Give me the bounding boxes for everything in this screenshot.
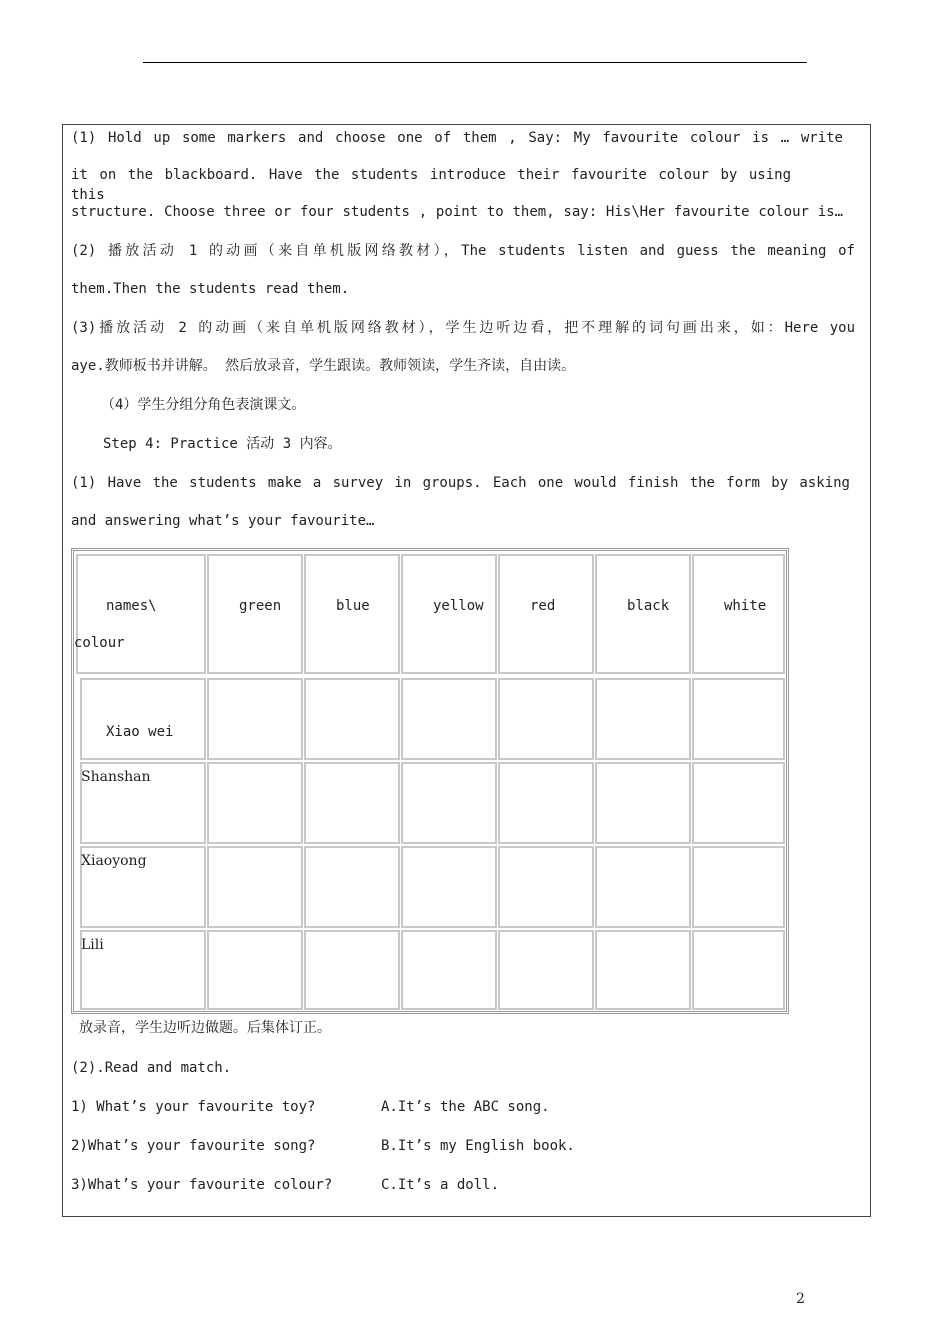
row-name-shanshan: Shanshan xyxy=(81,769,151,785)
paragraph-6-line-2: and answering what’s your favourite… xyxy=(71,513,375,529)
table-cell xyxy=(498,678,594,760)
question-2: 2)What’s your favourite song? xyxy=(71,1138,316,1154)
table-cell xyxy=(692,846,785,928)
table-cell xyxy=(595,846,691,928)
paragraph-2-line-2: them.Then the students read them. xyxy=(71,281,350,297)
answer-b: B.It’s my English book. xyxy=(381,1138,575,1154)
table-cell xyxy=(595,762,691,844)
table-cell xyxy=(304,762,400,844)
answer-c: C.It’s a doll. xyxy=(381,1177,500,1193)
step-4-heading: Step 4: Practice 活动 3 内容。 xyxy=(103,436,342,452)
survey-table xyxy=(71,548,789,1014)
question-1: 1) What’s your favourite toy? xyxy=(71,1099,316,1115)
table-cell xyxy=(207,930,303,1010)
paragraph-2-line-1: (2) 播放活动 1 的动画（来自单机版网络教材），The students listen and guess the meaning of xyxy=(71,243,855,259)
table-row-name-cell xyxy=(80,678,206,760)
table-cell xyxy=(401,678,497,760)
column-header-green: green xyxy=(239,598,282,614)
table-cell xyxy=(401,762,497,844)
after-table-note: 放录音，学生边听边做题。后集体订正。 xyxy=(79,1020,331,1036)
paragraph-1-line-1: (1) Hold up some markers and choose one of them , Say: My favourite colour is … write xyxy=(71,130,843,146)
paragraph-1-line-2: it on the blackboard. Have the students introduce their favourite colour by using this xyxy=(71,167,791,203)
table-cell xyxy=(304,846,400,928)
table-cell xyxy=(401,930,497,1010)
table-cell xyxy=(498,762,594,844)
paragraph-1-line-3: structure. Choose three or four students , point to them, say: His\Her favourite colour is… xyxy=(71,204,843,220)
row-name-xiaoyong: Xiaoyong xyxy=(81,853,147,869)
paragraph-6-line-1: (1) Have the students make a survey in groups. Each one would finish the form by asking xyxy=(71,475,850,491)
table-cell xyxy=(207,678,303,760)
table-cell xyxy=(595,678,691,760)
column-header-white: white xyxy=(724,598,767,614)
column-header-black: black xyxy=(627,598,670,614)
question-3: 3)What’s your favourite colour? xyxy=(71,1177,333,1193)
paragraph-3-line-2: aye.教师板书并讲解。 然后放录音，学生跟读。教师领读，学生齐读，自由读。 xyxy=(71,358,576,374)
column-header-blue: blue xyxy=(336,598,370,614)
table-cell xyxy=(595,930,691,1010)
table-cell xyxy=(304,930,400,1010)
table-cell xyxy=(692,678,785,760)
table-cell xyxy=(304,678,400,760)
table-cell xyxy=(401,846,497,928)
answer-a: A.It’s the ABC song. xyxy=(381,1099,550,1115)
paragraph-4: （4）学生分组分角色表演课文。 xyxy=(101,397,306,413)
row-name-lili: Lili xyxy=(81,937,104,953)
paragraph-3-line-1: (3)播放活动 2 的动画（来自单机版网络教材），学生边听边看，把不理解的词句画出来，如：Here you xyxy=(71,320,855,336)
row-name-xiao-wei: Xiao wei xyxy=(106,724,174,740)
table-cell xyxy=(692,762,785,844)
read-match-title: (2).Read and match. xyxy=(71,1060,232,1076)
table-cell xyxy=(498,846,594,928)
table-cell xyxy=(207,762,303,844)
table-corner-label-colour: colour xyxy=(74,635,125,651)
page-number: 2 xyxy=(796,1291,805,1307)
table-cell xyxy=(498,930,594,1010)
table-cell xyxy=(692,930,785,1010)
header-rule xyxy=(143,62,807,63)
table-cell xyxy=(207,846,303,928)
column-header-red: red xyxy=(530,598,556,614)
table-corner-label-names: names\ xyxy=(106,598,157,614)
column-header-yellow: yellow xyxy=(433,598,484,614)
